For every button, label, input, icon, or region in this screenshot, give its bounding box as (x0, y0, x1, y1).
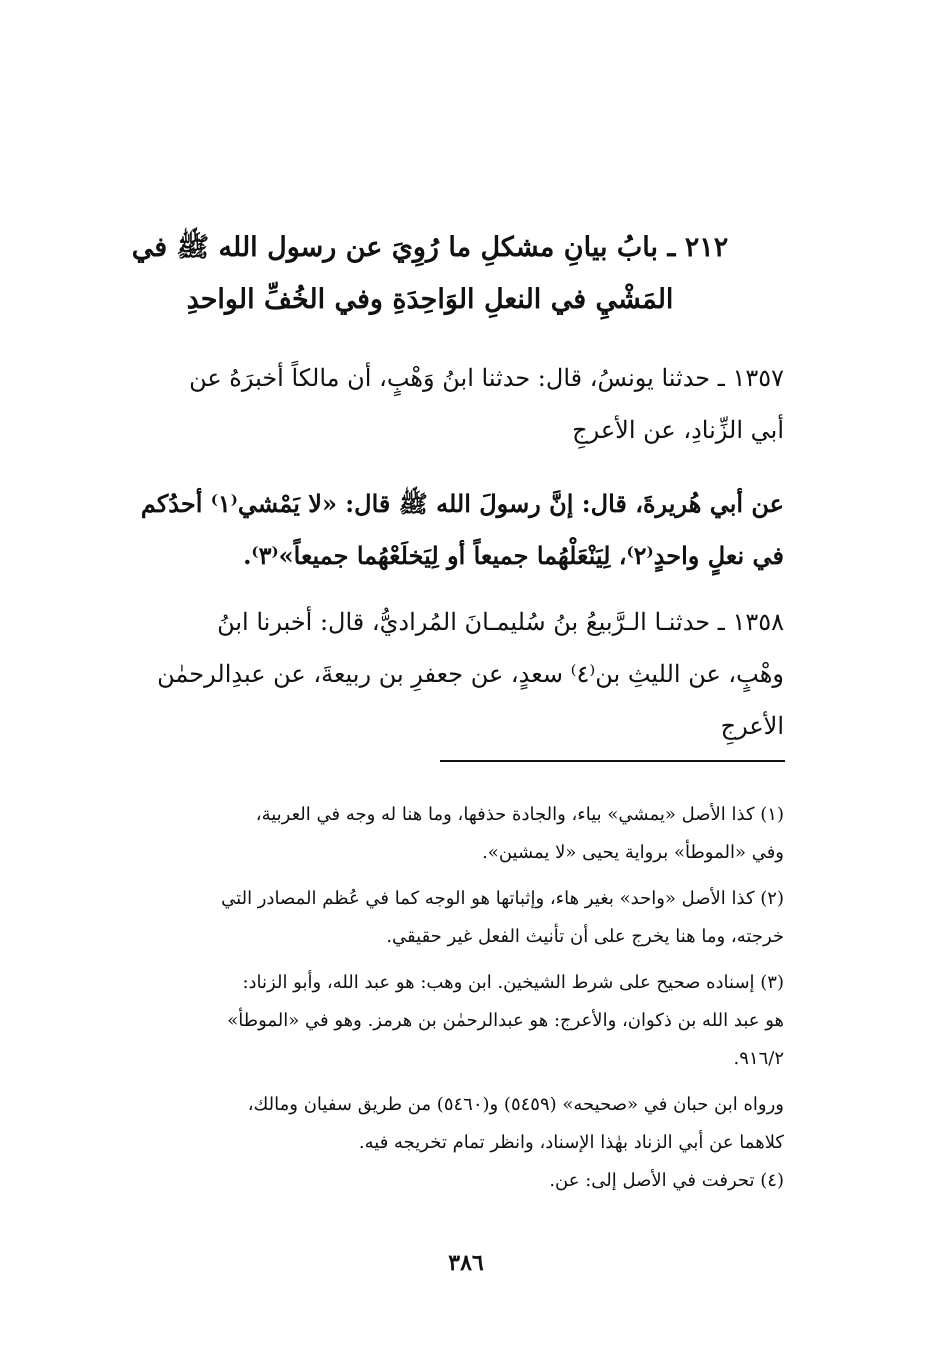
footnote-3-line-5: كلاهما عن أبي الزناد بهٰذا الإسناد، وانظر تمام تخريجه فيه. (358, 1132, 784, 1153)
hadith-1358-line-1: ١٣٥٨ ـ حدثنـا الـرَّبيعُ بنُ سُليمـانَ المُراديُّ، قال: أخبرنا ابنُ (217, 608, 784, 636)
matn-1357-line-1: عن أبي هُريرةَ، قال: إنَّ رسولَ الله ﷺ قال: «لا يَمْشي⁽١⁾ أحدُكم (140, 489, 784, 518)
chapter-title-line-1: ٢١٢ ـ بابُ بيانِ مشكلِ ما رُوِيَ عن رسول الله ﷺ في (131, 232, 729, 263)
footnote-1-line-2: وفي «الموطأ» برواية يحيى «لا يمشين». (482, 842, 784, 863)
page-number: ٣٨٦ (448, 1250, 484, 1276)
hadith-1358-line-3: الأعرجِ (720, 712, 784, 740)
footnote-2-line-2: خرجته، وما هنا يخرج على أن تأنيث الفعل غير حقيقي. (386, 926, 784, 947)
hadith-1358-line-2: وهْبٍ، عن الليثِ بن⁽٤⁾ سعدٍ، عن جعفرِ بن ربيعةَ، عن عبدِالرحمٰن (157, 660, 784, 688)
hadith-1357-matn (92, 478, 784, 582)
matn-1357-line-2: في نعلٍ واحدٍ⁽٢⁾، لِيَنْعَلْهُما جميعاً أو لِيَخلَعْهُما جميعاً»⁽٣⁾. (243, 541, 784, 570)
footnote-4-line-1: (٤) تحرفت في الأصل إلى: عن. (549, 1170, 784, 1191)
footnote-3-line-3: ٩١٦/٢. (733, 1048, 784, 1069)
chapter-title-line-2: المَشْيِ في النعلِ الوَاحِدَةِ وفي الخُفِّ الواحدِ (186, 284, 674, 315)
footnote-1-line-1: (١) كذا الأصل «يمشي» بياء، والجادة حذفها، وما هنا له وجه في العربية، (255, 804, 784, 825)
footnote-3-line-2: هو عبد الله بن ذكوان، والأعرج: هو عبدالرحمٰن بن هرمز. وهو في «الموطأ» (227, 1010, 784, 1031)
hadith-1357-line-1: ١٣٥٧ ـ حدثنا يونسُ، قال: حدثنا ابنُ وَهْبٍ، أن مالكاً أخبرَهُ عن (189, 364, 784, 392)
footnote-separator (440, 760, 785, 762)
hadith-1357-isnad (92, 352, 784, 456)
chapter-title (120, 222, 740, 326)
hadith-1358-isnad (92, 596, 784, 752)
footnote-3-line-1: (٣) إسناده صحيح على شرط الشيخين. ابن وهب: هو عبد الله، وأبو الزناد: (242, 972, 784, 993)
hadith-1357-line-2: أبي الزِّنادِ، عن الأعرجِ (572, 416, 784, 444)
footnote-2-line-1: (٢) كذا الأصل «واحد» بغير هاء، وإثباتها هو الوجه كما في عُظم المصادر التي (221, 888, 784, 909)
footnote-3-line-4: ورواه ابن حبان في «صحيحه» (٥٤٥٩) و(٥٤٦٠) من طريق سفيان ومالك، (247, 1094, 784, 1115)
footnotes (92, 796, 784, 1200)
